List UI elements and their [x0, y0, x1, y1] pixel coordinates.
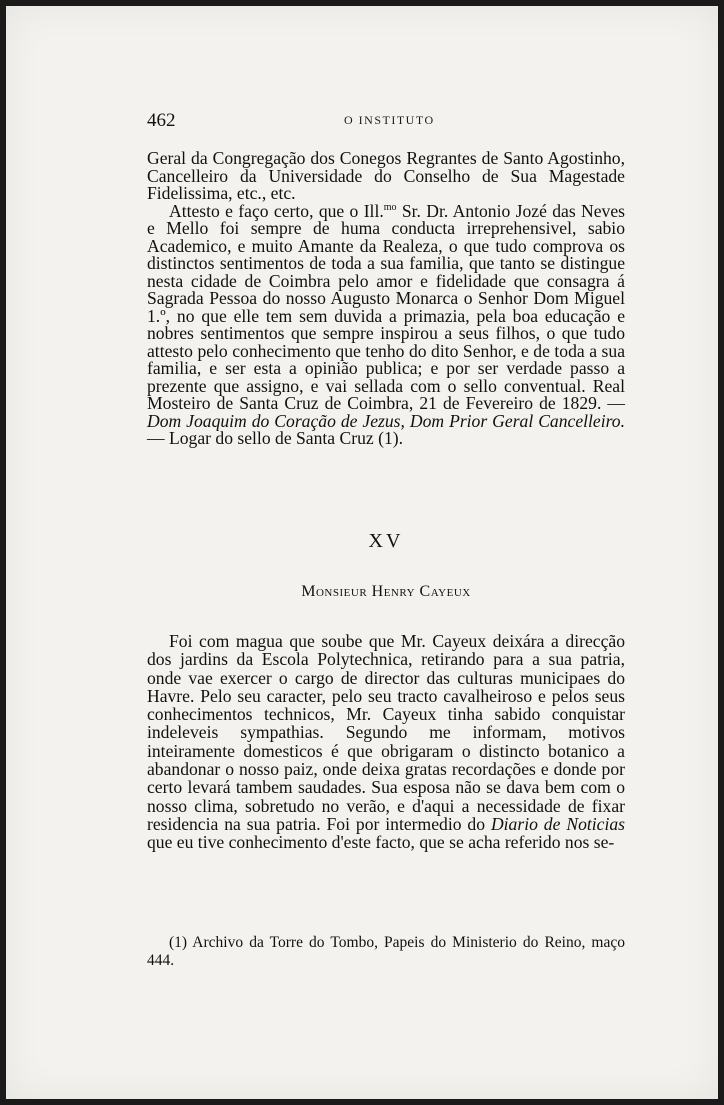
paragraph-attestation [147, 200, 625, 448]
running-title: O INSTITUTO [344, 113, 435, 127]
paragraph-continuation: Geral da Congregação dos Conegos Regrantes de Santo Agostinho, Cancelleiro da Universidade do Conselho de Sua Magestade Fidelissima, etc., etc. [147, 148, 625, 203]
book-page [6, 6, 718, 1099]
section-numeral: XV [368, 530, 404, 552]
footnote [147, 934, 625, 970]
footnote-text: (1) Archivo da Torre do Tombo, Papeis do Ministerio do Reino, maço 444. [147, 934, 625, 969]
page-header [147, 110, 627, 132]
section-title: Monsieur Henry Cayeux [301, 583, 471, 600]
page-number: 462 [147, 110, 176, 131]
section-paragraph [147, 632, 625, 852]
document-body [147, 150, 625, 448]
signatory-name: Dom Joaquim do Coração de Jezus, Dom Prior Geral Cancelleiro. [147, 410, 625, 431]
section-body [147, 632, 625, 852]
attestation-text-body: Sr. Dr. Antonio Jozé das Neves e Mello foi sempre de huma conducta irreprehensivel, sabio Academico, e muito Amante da Realeza, o que tudo comprova os distinctos sentimentos de toda a sua familia, que tanto se distingue nesta cidade de Coimbra pelo amor e fidelidade que consagra á Sagrada Pessoa do nosso Augusto Monarca o Senhor Dom Miguel 1.º, no que elle tem sem duvida a primazia, pela boa educação e nobres sentimentos que sempre inspirou a seus filhos, o que tudo attesto pelo conhecimento que tenho do dito Senhor, e de toda a sua familia, e ser esta a opinião publica; e por ser verdade passo a prezente que assigno, e vai sellada com o sello conventual. Real Mosteiro de Santa Cruz de Coimbra, 21 de Fevereiro de 1829. — [147, 200, 625, 413]
section-text-end: que eu tive conhecimento d'este facto, que se acha referido nos se- [147, 832, 615, 853]
newspaper-title: Diario de Noticias [490, 813, 625, 834]
seal-note: — Logar do sello de Santa Cruz (1). [147, 428, 404, 448]
superscript-abbrev: mo [383, 201, 397, 213]
section-text-start: Foi com magua que soube que Mr. Cayeux deixára a direcção dos jardins da Escola Polytechnica, retirando para a sua patria, onde vae exercer o cargo de director das culturas municipaes do Havre. Pelo seu caracter, pelo seu tracto cavalheiroso e pelos seus conhecimentos technicos, Mr. Cayeux tinha sabido conquistar indeleveis sympathias. Segundo me informam, motivos inteiramente domesticos é que obrigaram o distincto botanico a abandonar o nosso paiz, onde deixa gratas recordações e donde por certo levará tambem saudades. Sua esposa não se dava bem com o nosso clima, sobretudo no verão, e d'aqui a necessidade de fixar residencia na sua patria. Foi por intermedio do [147, 631, 625, 834]
attestation-text-start: Attesto e faço certo, que o Ill. [169, 200, 384, 221]
